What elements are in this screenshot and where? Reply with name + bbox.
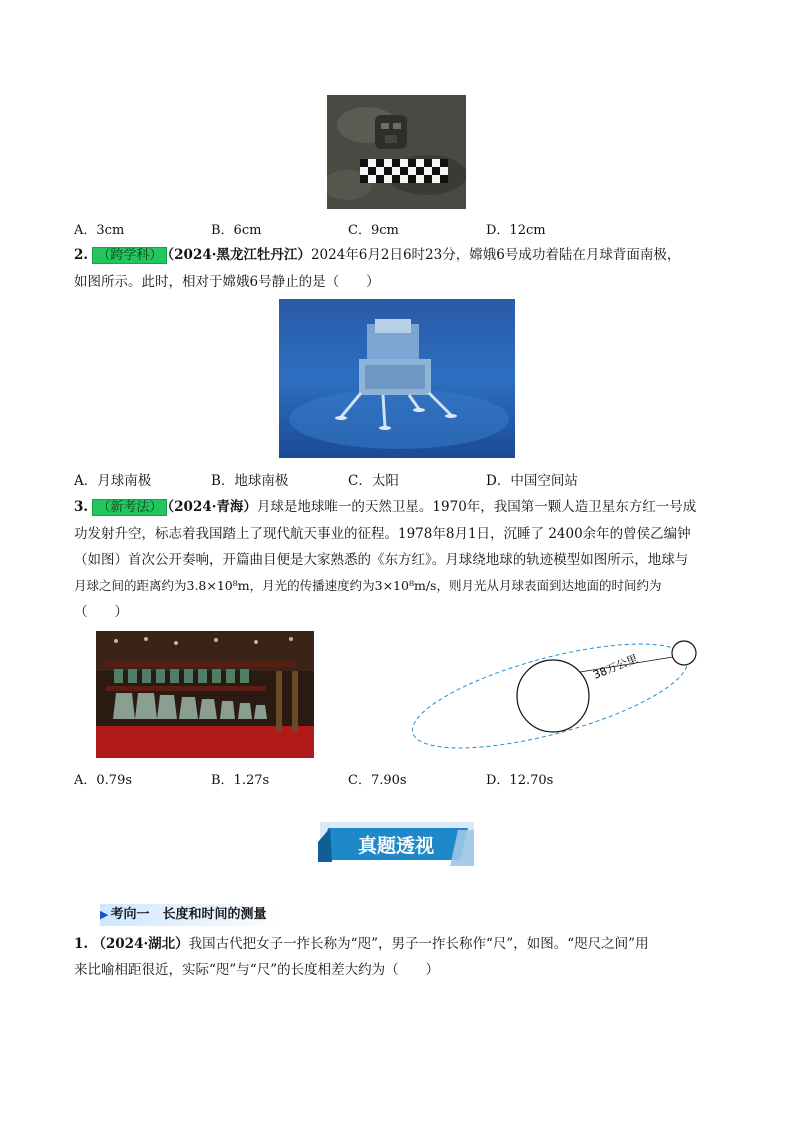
artifact-photo	[327, 95, 466, 209]
q3-text-line4: 月球之间的距离约为3.8×10⁸m，月光的传播速度约为3×10⁸m/s，则月光从月球表面到达地面的时间约为	[74, 578, 662, 593]
q3-number: 3.	[74, 499, 89, 515]
q2-stem	[74, 242, 724, 295]
section-heading	[100, 904, 282, 926]
q1-option-a: A．3cm	[74, 223, 125, 238]
q2-text-line2: 如图所示。此时，相对于嫦娥6号静止的是（ ）	[74, 274, 380, 290]
distance-label: 38万公里	[591, 652, 640, 682]
chime-bells-photo	[96, 631, 314, 758]
q2-option-c: C．太阳	[348, 473, 399, 489]
lander-photo-art	[279, 299, 515, 458]
q3-stem	[74, 494, 734, 625]
q2-tag: （跨学科）	[92, 247, 167, 264]
q3-option-d: D．12.70s	[486, 773, 554, 788]
q1-option-b: B．6cm	[211, 223, 262, 238]
q3-text-line1: 月球是地球唯一的天然卫星。1970年，我国第一颗人造卫星东方红一号成	[256, 499, 697, 515]
q1-option-c: C．9cm	[348, 223, 399, 238]
q2-option-a: A．月球南极	[74, 473, 152, 489]
artifact-photo-art	[327, 95, 466, 209]
q2-text-line1: 2024年6月2日6时23分，嫦娥6号成功着陆在月球背面南极，	[310, 247, 681, 263]
triangle-right-icon: ▶	[100, 908, 109, 921]
q3-option-c: C．7.90s	[348, 773, 407, 788]
q1-option-d: D．12cm	[486, 223, 546, 238]
q3-option-b: B．1.27s	[211, 773, 270, 788]
next-q1-number: 1.	[74, 936, 89, 952]
q3-text-line5: （ ）	[74, 604, 128, 620]
next-q1-source: （2024·湖北）	[92, 936, 189, 952]
next-q1-stem	[74, 931, 724, 983]
lander-photo	[279, 299, 515, 458]
q3-text-line2: 功发射升空，标志着我国踏上了现代航天事业的征程。1978年8月1日，沉睡了 2400余年的曾侯乙编钟	[74, 526, 691, 542]
q2-option-d: D．中国空间站	[486, 473, 578, 489]
q3-option-a: A．0.79s	[74, 773, 133, 788]
q3-source: （2024·青海）	[167, 499, 257, 515]
section-heading-text: 考向一 长度和时间的测量	[110, 907, 267, 922]
section-banner	[318, 822, 474, 866]
next-q1-text-line1: 我国古代把女子一拃长称为“咫”，男子一拃长称作“尺”，如图。“咫尺之间”用	[188, 936, 649, 952]
banner-title: 真题透视	[357, 835, 435, 857]
q2-source: （2024·黑龙江牡丹江）	[167, 247, 311, 263]
q2-number: 2.	[74, 247, 89, 263]
orbit-diagram	[405, 630, 705, 755]
banner-shape	[318, 822, 474, 866]
q3-text-line3: （如图）首次公开奏响，开篇曲目便是大家熟悉的《东方红》。月球绕地球的轨迹模型如图所示，地球与	[74, 552, 689, 568]
moon-circle	[672, 641, 696, 665]
q2-option-b: B．地球南极	[211, 473, 289, 489]
chime-bells-photo-art	[96, 631, 314, 758]
next-q1-text-line2: 来比喻相距很近，实际“咫”与“尺”的长度相差大约为（ ）	[74, 962, 440, 978]
q3-tag: （新考法）	[92, 499, 167, 516]
earth-circle	[517, 660, 589, 732]
